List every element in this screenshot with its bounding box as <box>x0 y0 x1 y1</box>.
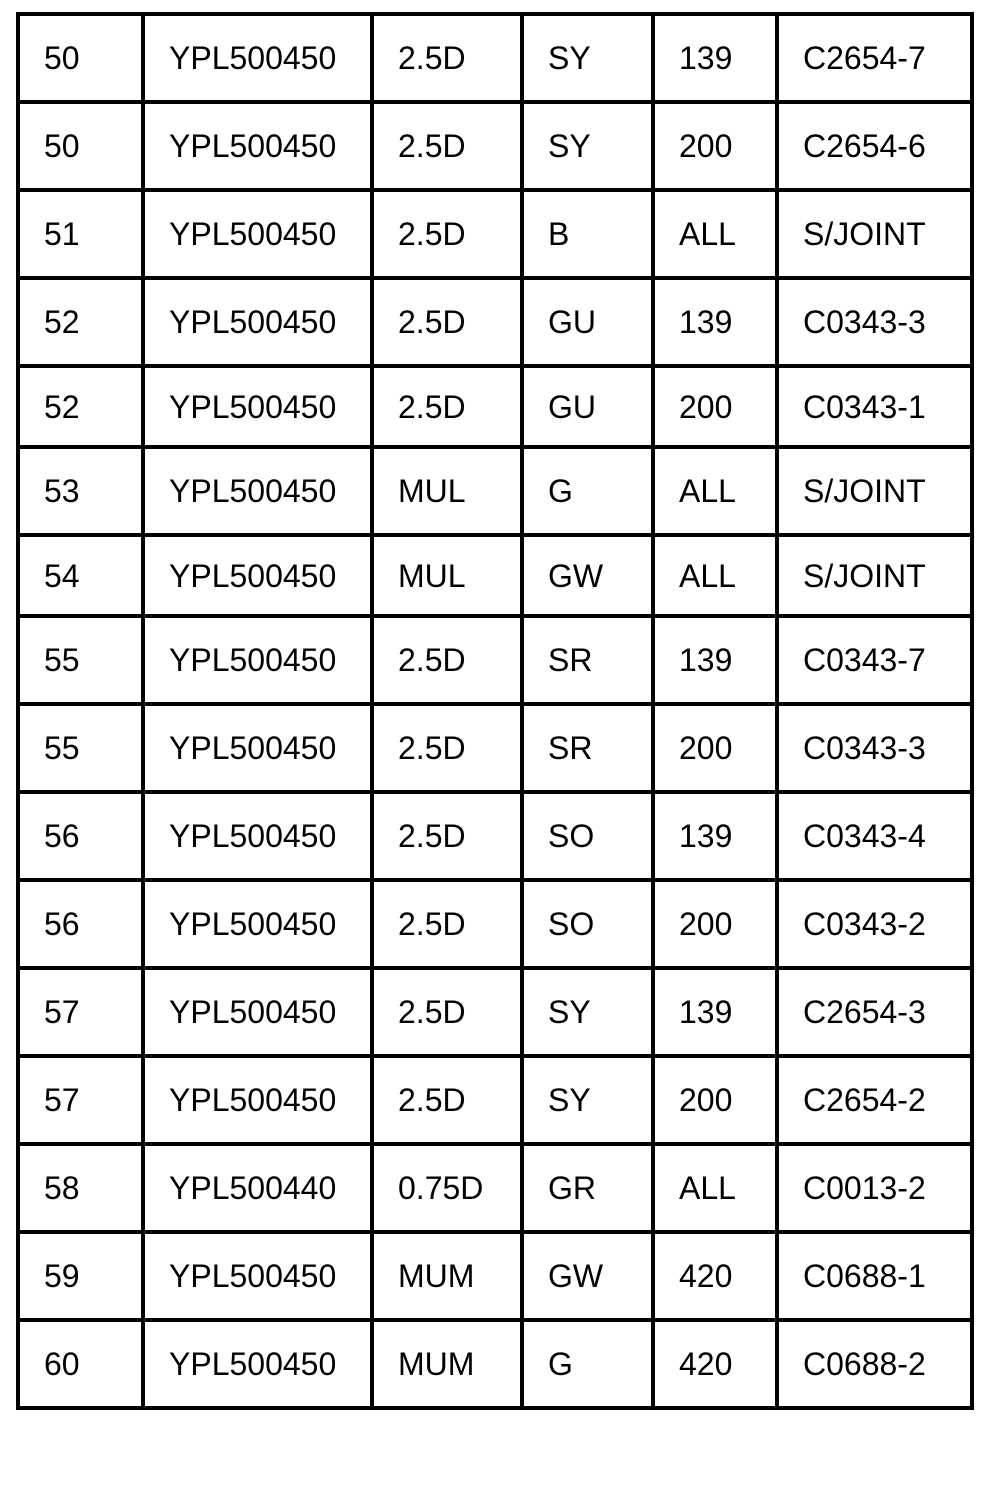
reference-cell: C2654-2 <box>777 1056 972 1144</box>
reference-cell: S/JOINT <box>777 447 972 535</box>
table-row <box>18 1144 972 1232</box>
code-cell: SO <box>522 792 653 880</box>
table-row <box>18 14 972 102</box>
part-number-cell: YPL500450 <box>143 704 372 792</box>
code-cell: G <box>522 1320 653 1408</box>
part-number-cell: YPL500450 <box>143 1320 372 1408</box>
type-cell: 2.5D <box>372 1056 522 1144</box>
reference-cell: C0343-1 <box>777 366 972 447</box>
code-cell: SO <box>522 880 653 968</box>
table-row <box>18 447 972 535</box>
reference-cell: C0343-3 <box>777 278 972 366</box>
code-cell: B <box>522 190 653 278</box>
code-cell: GW <box>522 1232 653 1320</box>
table-row <box>18 1056 972 1144</box>
reference-cell: C0343-3 <box>777 704 972 792</box>
reference-cell: C0343-7 <box>777 616 972 704</box>
row-number-cell: 59 <box>18 1232 143 1320</box>
type-cell: MUL <box>372 535 522 616</box>
type-cell: 2.5D <box>372 14 522 102</box>
row-number-cell: 50 <box>18 102 143 190</box>
table-row <box>18 704 972 792</box>
part-number-cell: YPL500450 <box>143 366 372 447</box>
reference-cell: S/JOINT <box>777 190 972 278</box>
size-cell: 139 <box>653 14 777 102</box>
type-cell: 2.5D <box>372 880 522 968</box>
table-row <box>18 366 972 447</box>
row-number-cell: 52 <box>18 278 143 366</box>
table-row <box>18 1320 972 1408</box>
part-number-cell: YPL500450 <box>143 616 372 704</box>
part-number-cell: YPL500450 <box>143 880 372 968</box>
row-number-cell: 55 <box>18 616 143 704</box>
code-cell: GR <box>522 1144 653 1232</box>
table-row <box>18 880 972 968</box>
table-body <box>18 14 972 1408</box>
row-number-cell: 52 <box>18 366 143 447</box>
type-cell: 2.5D <box>372 366 522 447</box>
row-number-cell: 58 <box>18 1144 143 1232</box>
type-cell: MUM <box>372 1232 522 1320</box>
part-number-cell: YPL500450 <box>143 968 372 1056</box>
reference-cell: C0688-1 <box>777 1232 972 1320</box>
part-number-cell: YPL500450 <box>143 102 372 190</box>
data-table <box>16 12 974 1410</box>
reference-cell: C0013-2 <box>777 1144 972 1232</box>
row-number-cell: 56 <box>18 792 143 880</box>
row-number-cell: 57 <box>18 968 143 1056</box>
size-cell: ALL <box>653 447 777 535</box>
part-number-cell: YPL500450 <box>143 535 372 616</box>
size-cell: 139 <box>653 278 777 366</box>
type-cell: 2.5D <box>372 102 522 190</box>
size-cell: 200 <box>653 102 777 190</box>
size-cell: ALL <box>653 535 777 616</box>
table-row <box>18 792 972 880</box>
size-cell: 420 <box>653 1232 777 1320</box>
part-number-cell: YPL500450 <box>143 1056 372 1144</box>
size-cell: ALL <box>653 190 777 278</box>
reference-cell: C0688-2 <box>777 1320 972 1408</box>
code-cell: G <box>522 447 653 535</box>
size-cell: ALL <box>653 1144 777 1232</box>
table-row <box>18 1232 972 1320</box>
table-row <box>18 535 972 616</box>
part-number-cell: YPL500450 <box>143 190 372 278</box>
size-cell: 139 <box>653 968 777 1056</box>
type-cell: 0.75D <box>372 1144 522 1232</box>
reference-cell: S/JOINT <box>777 535 972 616</box>
size-cell: 139 <box>653 792 777 880</box>
reference-cell: C2654-6 <box>777 102 972 190</box>
reference-cell: C0343-2 <box>777 880 972 968</box>
type-cell: 2.5D <box>372 968 522 1056</box>
part-number-cell: YPL500450 <box>143 278 372 366</box>
code-cell: SY <box>522 968 653 1056</box>
table-row <box>18 278 972 366</box>
row-number-cell: 60 <box>18 1320 143 1408</box>
code-cell: GU <box>522 366 653 447</box>
part-number-cell: YPL500450 <box>143 1232 372 1320</box>
size-cell: 200 <box>653 1056 777 1144</box>
row-number-cell: 55 <box>18 704 143 792</box>
size-cell: 139 <box>653 616 777 704</box>
row-number-cell: 53 <box>18 447 143 535</box>
row-number-cell: 57 <box>18 1056 143 1144</box>
code-cell: SY <box>522 14 653 102</box>
row-number-cell: 50 <box>18 14 143 102</box>
code-cell: SR <box>522 616 653 704</box>
row-number-cell: 54 <box>18 535 143 616</box>
size-cell: 200 <box>653 704 777 792</box>
code-cell: SY <box>522 102 653 190</box>
type-cell: MUL <box>372 447 522 535</box>
table-row <box>18 968 972 1056</box>
code-cell: GU <box>522 278 653 366</box>
part-number-cell: YPL500450 <box>143 447 372 535</box>
table-row <box>18 102 972 190</box>
reference-cell: C2654-3 <box>777 968 972 1056</box>
row-number-cell: 51 <box>18 190 143 278</box>
type-cell: 2.5D <box>372 278 522 366</box>
reference-cell: C0343-4 <box>777 792 972 880</box>
type-cell: 2.5D <box>372 616 522 704</box>
size-cell: 200 <box>653 366 777 447</box>
code-cell: SY <box>522 1056 653 1144</box>
type-cell: MUM <box>372 1320 522 1408</box>
size-cell: 420 <box>653 1320 777 1408</box>
reference-cell: C2654-7 <box>777 14 972 102</box>
type-cell: 2.5D <box>372 704 522 792</box>
table-row <box>18 616 972 704</box>
type-cell: 2.5D <box>372 190 522 278</box>
code-cell: GW <box>522 535 653 616</box>
table-row <box>18 190 972 278</box>
type-cell: 2.5D <box>372 792 522 880</box>
size-cell: 200 <box>653 880 777 968</box>
row-number-cell: 56 <box>18 880 143 968</box>
code-cell: SR <box>522 704 653 792</box>
part-number-cell: YPL500450 <box>143 792 372 880</box>
part-number-cell: YPL500450 <box>143 14 372 102</box>
part-number-cell: YPL500440 <box>143 1144 372 1232</box>
